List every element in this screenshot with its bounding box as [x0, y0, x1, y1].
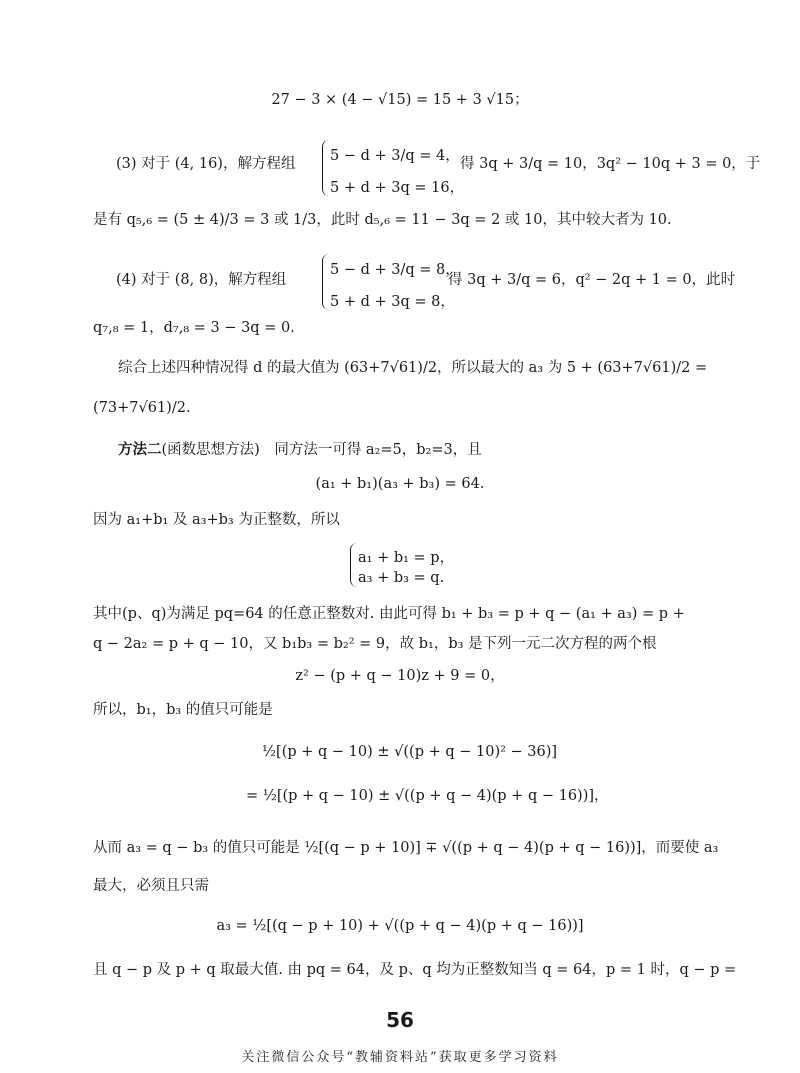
a3-line1: 从而 a₃ = q − b₃ 的值只可能是 ½[(q − p + 10)] ∓ √((p + q − 4)(p + q − 16))]，而要使 a₃ [93, 840, 719, 856]
equation-top: 27 − 3 × (4 − √15) = 15 + 3 √15； [271, 92, 529, 108]
product-equation: (a₁ + b₁)(a₃ + b₃) = 64. [315, 476, 485, 492]
page-number: 56 [386, 1008, 414, 1032]
pq-paragraph-line1: 其中(p、q)为满足 pq=64 的任意正整数对. 由此可得 b₁ + b₃ = p + q − (a₁ + a₃) = p + [93, 606, 685, 622]
summary-line1: 综合上述四种情况得 d 的最大值为 (63+7√61)/2，所以最大的 a₃ 为 5 + (63+7√61)/2 = [118, 360, 708, 376]
method2-title: 方法二 [118, 442, 162, 458]
pq-brace [350, 543, 357, 587]
because-line: 因为 a₁+b₁ 及 a₃+b₃ 为正整数，所以 [93, 512, 340, 528]
so-values-line: 所以，b₁，b₃ 的值只可能是 [93, 702, 273, 718]
case3-row2: 5 + d + 3q = 16， [330, 180, 465, 196]
summary-line2: (73+7√61)/2. [93, 400, 191, 416]
quadratic-equation: z² − (p + q − 10)z + 9 = 0， [295, 668, 505, 684]
case3-row1: 5 − d + 3/q = 4， [330, 148, 460, 164]
case3-lead: (3) 对于 (4, 16)，解方程组 [116, 156, 296, 172]
case4-tail: 得 3q + 3/q = 6，q² − 2q + 1 = 0，此时 [448, 272, 736, 288]
roots-line1: ½[(p + q − 10) ± √((p + q − 10)² − 36)] [262, 744, 558, 760]
case4-brace [322, 254, 329, 310]
case4-row2: 5 + d + 3q = 8， [330, 294, 455, 310]
case3-tail: 得 3q + 3/q = 10，3q² − 10q + 3 = 0，于 [460, 156, 761, 172]
method2-text: (函数思想方法) 同方法一可得 a₂=5，b₂=3，且 [161, 442, 482, 458]
pq-row1: a₁ + b₁ = p， [358, 550, 455, 566]
pq-row2: a₃ + b₃ = q. [358, 570, 445, 586]
case4-row1: 5 − d + 3/q = 8， [330, 262, 460, 278]
a3-line2: 最大，必须且只需 [93, 878, 209, 894]
q78-line: q₇,₈ = 1，d₇,₈ = 3 − 3q = 0. [93, 320, 295, 336]
case4-lead: (4) 对于 (8, 8)，解方程组 [116, 272, 287, 288]
case3-brace [322, 140, 329, 196]
last-line: 且 q − p 及 p + q 取最大值. 由 pq = 64，及 p、q 均为正整数知当 q = 64，p = 1 时，q − p = [93, 962, 737, 978]
a3-equation: a₃ = ½[(q − p + 10) + √((p + q − 4)(p + q − 16))] [216, 918, 584, 934]
q56-line: 是有 q₅,₆ = (5 ± 4)/3 = 3 或 1/3，此时 d₅,₆ = 11 − 3q = 2 或 10，其中较大者为 10. [93, 212, 672, 228]
method2-heading [118, 442, 482, 459]
footer-note: 关注微信公众号“教辅资料站”获取更多学习资料 [241, 1050, 559, 1065]
roots-line2: = ½[(p + q − 10) ± √((p + q − 4)(p + q − 16))]， [246, 788, 609, 804]
pq-paragraph-line2: q − 2a₂ = p + q − 10，又 b₁b₃ = b₂² = 9，故 b₁，b₃ 是下列一元二次方程的两个根 [93, 636, 657, 652]
